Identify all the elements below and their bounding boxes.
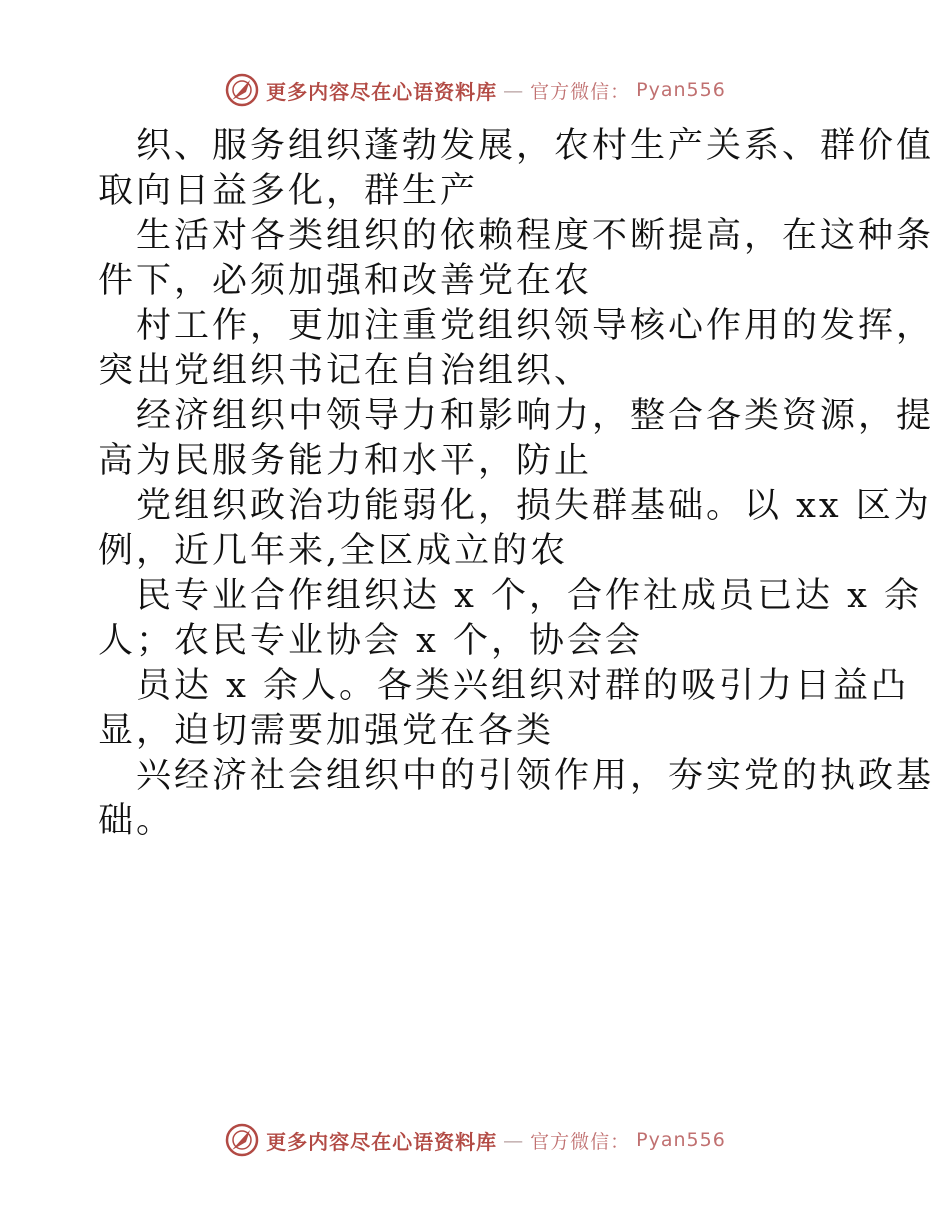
text-line-14: 显，迫切需要加强党在各类: [98, 711, 555, 751]
footer-wechat-id: Pyan556: [636, 1129, 726, 1151]
footer-wechat-label: 官方微信：: [530, 1130, 631, 1153]
text-line-3: 生活对各类组织的依赖程度不断提高，在这种条: [136, 216, 935, 256]
feather-logo-icon: [224, 72, 260, 108]
text-line-11: 民专业合作组织达 x 个，合作社成员已达 x 余: [136, 576, 922, 616]
text-line-2: 取向日益多化，群生产: [98, 171, 479, 211]
text-line-8: 高为民服务能力和水平，防止: [98, 441, 593, 481]
text-line-6: 突出党组织书记在自治组织、: [98, 351, 593, 391]
feather-logo-icon: [224, 1122, 260, 1158]
text-line-16: 础。: [98, 801, 175, 841]
text-line-5: 村工作，更加注重党组织领导核心作用的发挥，: [136, 306, 935, 346]
text-line-7: 经济组织中领导力和影响力，整合各类资源，提: [136, 396, 935, 436]
header-title: 更多内容尽在心语资料库: [266, 79, 498, 104]
footer-separator: —: [503, 1128, 525, 1152]
document-body: [98, 124, 935, 844]
header-banner: [0, 70, 950, 110]
footer-title: 更多内容尽在心语资料库: [266, 1129, 498, 1154]
header-separator: —: [503, 78, 525, 102]
footer-banner: [0, 1120, 950, 1160]
text-line-13: 员达 x 余人。各类兴组织对群的吸引力日益凸: [136, 666, 909, 706]
text-line-9: 党组织政治功能弱化，损失群基础。以 xx 区为: [136, 486, 932, 526]
text-line-10: 例，近几年来,全区成立的农: [98, 531, 569, 571]
header-wechat-label: 官方微信：: [530, 80, 631, 103]
header-wechat-id: Pyan556: [636, 79, 726, 101]
text-line-4: 件下，必须加强和改善党在农: [98, 261, 593, 301]
text-line-1: 织、服务组织蓬勃发展，农村生产关系、群价值: [136, 126, 935, 166]
text-line-12: 人；农民专业协会 x 个，协会会: [98, 621, 643, 661]
text-line-15: 兴经济社会组织中的引领作用，夯实党的执政基: [136, 756, 935, 796]
